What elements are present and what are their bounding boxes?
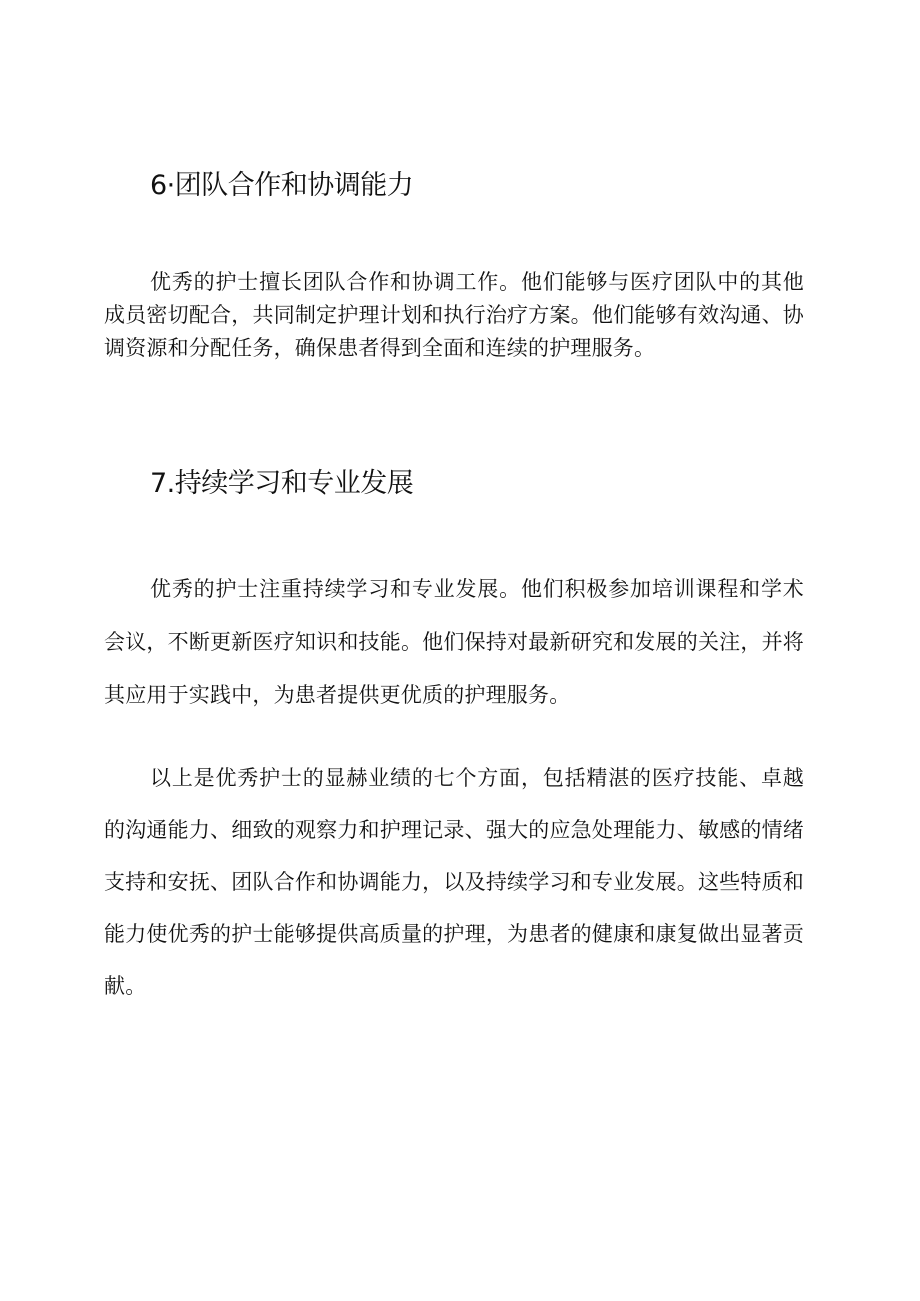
section-7-heading: 7.持续学习和专业发展 [150,468,414,499]
section-6-heading: 6·团队合作和协调能力 [150,170,414,201]
conclusion-paragraph: 以上是优秀护士的显赫业绩的七个方面，包括精湛的医疗技能、卓越的沟通能力、细致的观察力和护理记录、强大的应急处理能力、敏感的情绪支持和安抚、团队合作和协调能力，以及持续学习和专业发展。这些特质和能力使优秀的护士能够提供高质量的护理，为患者的健康和康复做出显著贡献。 [104,766,804,998]
section-7-paragraph: 优秀的护士注重持续学习和专业发展。他们积极参加培训课程和学术会议，不断更新医疗知识和技能。他们保持对最新研究和发展的关注，并将其应用于实践中，为患者提供更优质的护理服务。 [104,577,804,707]
section-6-paragraph: 优秀的护士擅长团队合作和协调工作。他们能够与医疗团队中的其他成员密切配合，共同制定护理计划和执行治疗方案。他们能够有效沟通、协调资源和分配任务，确保患者得到全面和连续的护理服务。 [104,270,804,360]
